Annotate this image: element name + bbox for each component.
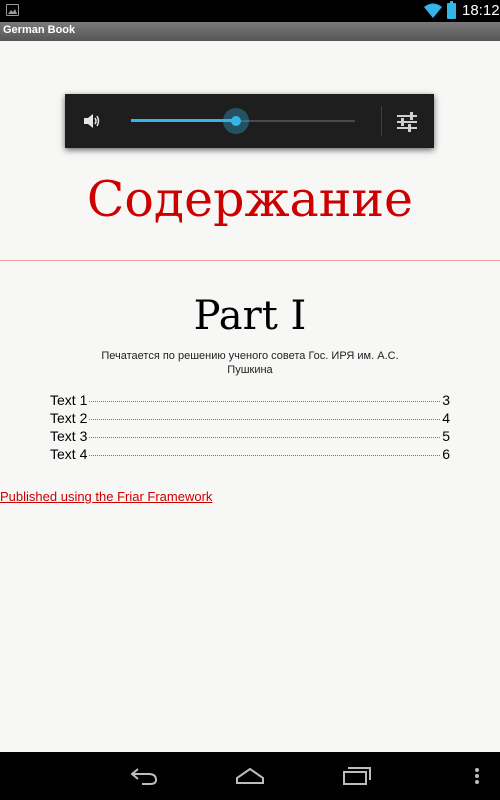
back-icon[interactable] — [130, 766, 158, 790]
volume-slider-thumb[interactable] — [223, 108, 249, 134]
divider — [381, 106, 382, 136]
toc-entry-text-4[interactable] — [50, 446, 450, 464]
volume-level-fill — [131, 119, 236, 122]
toc-entry-label: Text 1 — [50, 392, 88, 408]
app-title: German Book — [3, 24, 76, 36]
clock: 18:12 — [462, 2, 500, 19]
publication-note: Печатается по решению ученого совета Гос. ИРЯ им. А.С. Пушкина — [101, 350, 399, 376]
part-title: Part I — [193, 293, 307, 339]
status-bar — [0, 0, 500, 22]
toc-leader — [89, 437, 440, 438]
battery-icon — [447, 3, 456, 19]
toc-entry-page: 5 — [442, 428, 450, 444]
menu-icon[interactable] — [474, 766, 480, 790]
toc-entry-label: Text 4 — [50, 446, 88, 462]
settings-sliders-icon[interactable] — [396, 111, 418, 137]
toc-entry-page: 6 — [442, 446, 450, 462]
heading-rule — [0, 260, 500, 261]
wifi-icon — [424, 3, 442, 23]
toc-entry-text-1[interactable] — [50, 392, 450, 410]
recents-icon[interactable] — [342, 766, 372, 790]
book-page — [0, 41, 500, 752]
gallery-icon — [6, 4, 19, 16]
friar-framework-link[interactable]: Published using the Friar Framework — [0, 489, 213, 504]
contents-heading: Содержание — [86, 171, 414, 228]
volume-panel — [65, 94, 434, 148]
toc-entry-page: 3 — [442, 392, 450, 408]
toc-entry-text-3[interactable] — [50, 428, 450, 446]
toc-entry-text-2[interactable] — [50, 410, 450, 428]
toc-leader — [89, 419, 440, 420]
system-navigation-bar — [0, 752, 500, 800]
app-title-bar — [0, 22, 500, 41]
table-of-contents — [50, 392, 450, 464]
toc-entry-label: Text 3 — [50, 428, 88, 444]
speaker-icon[interactable] — [82, 111, 102, 135]
toc-entry-page: 4 — [442, 410, 450, 426]
home-icon[interactable] — [235, 766, 265, 790]
toc-entry-label: Text 2 — [50, 410, 88, 426]
toc-leader — [89, 455, 440, 456]
toc-leader — [89, 401, 440, 402]
